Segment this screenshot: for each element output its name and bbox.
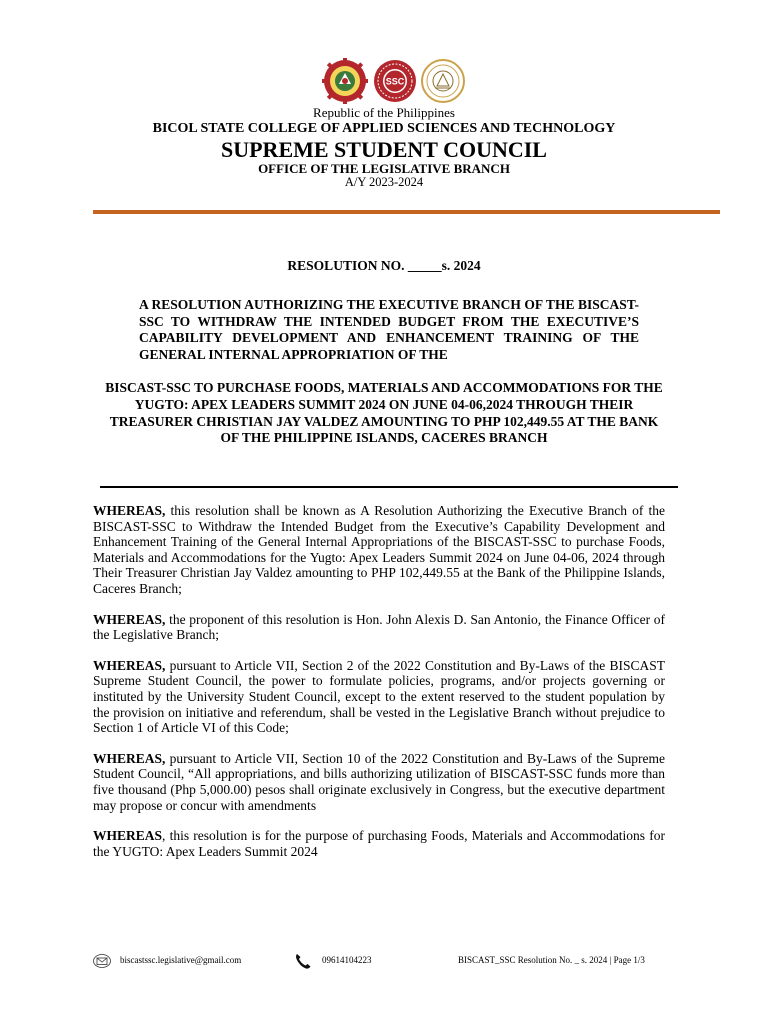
academic-year: A/Y 2023-2024	[344, 175, 424, 190]
email-icon	[93, 954, 111, 970]
whereas-clause	[93, 612, 665, 643]
page-footer	[93, 951, 693, 973]
whereas-clause	[93, 828, 665, 859]
clause-text: , this resolution is for the purpose of purchasing Foods, Materials and Accommodations for the YUGTO: Apex Leaders Summit 2024	[93, 828, 665, 859]
college-seal-logo	[322, 58, 368, 104]
clause-lead: WHEREAS	[93, 828, 163, 844]
resolution-title-part-2: BISCAST-SSC TO PURCHASE FOODS, MATERIALS AND ACCOMMODATIONS FOR THE YUGTO: APEX LEADERS SUMMIT 2024 ON JUNE 04-06,2024 THROUGH THEIR TREASURER CHRISTIAN JAY VALDEZ AMOUNTING TO PHP 102,449.55 AT THE BANK OF THE PHILIPPINE ISLANDS, CACERES BRANCH	[105, 380, 663, 446]
title-divider	[100, 486, 678, 488]
college-name: BICOL STATE COLLEGE OF APPLIED SCIENCES AND TECHNOLOGY	[152, 121, 616, 137]
header-divider	[93, 210, 720, 214]
phone-icon	[294, 952, 312, 972]
whereas-clause	[93, 503, 665, 597]
clause-lead: WHEREAS,	[93, 657, 166, 673]
resolution-title-part-1: A RESOLUTION AUTHORIZING THE EXECUTIVE BRANCH OF THE BISCAST-SSC TO WITHDRAW THE INTENDED BUDGET FROM THE EXECUTIVE’S CAPABILITY DEVELOPMENT AND ENHANCEMENT TRAINING OF THE GENERAL INTERNAL APPROPRIATION OF THE	[139, 297, 639, 362]
legislative-seal-logo	[422, 60, 464, 102]
logos-svg	[322, 58, 466, 104]
clause-lead: WHEREAS,	[93, 503, 166, 518]
whereas-clause	[93, 751, 665, 813]
council-name: SUPREME STUDENT COUNCIL	[221, 136, 547, 162]
clause-text: the proponent of this resolution is Hon. John Alexis D. San Antonio, the Finance Officer of the Legislative Branch;	[93, 611, 665, 643]
footer-email: biscastssc.legislative@gmail.com	[120, 955, 242, 965]
letterhead	[0, 106, 768, 190]
office-name: OFFICE OF THE LEGISLATIVE BRANCH	[258, 160, 510, 176]
resolution-number: RESOLUTION NO. _____s. 2024	[287, 258, 481, 273]
clause-lead: WHEREAS,	[93, 750, 166, 766]
clause-text: this resolution shall be known as A Resolution Authorizing the Executive Branch of the BISCAST-SSC to Withdraw the Intended Budget from the Executive’s Capability Development and Enhancement Training of the General Internal Appropriations of the BISCAST-SSC to purchase Foods, Materials and Accommodations for the Yugto: Apex Leaders Summit 2024 on June 04-06, 2024 through Their Treasurer Christian Jay Valdez amounting to PHP 102,449.55 at the Bank of the Philippine Islands, Caceres Branch;	[93, 503, 665, 596]
clause-lead: WHEREAS,	[93, 611, 166, 627]
republic-line: Republic of the Philippines	[313, 105, 455, 120]
resolution-body	[93, 503, 665, 874]
header-logos	[322, 58, 466, 104]
whereas-clause	[93, 658, 665, 736]
ssc-logo-text: SSC	[385, 76, 405, 87]
footer-page-label: BISCAST_SSC Resolution No. _ s. 2024 | Page 1/3	[458, 955, 645, 965]
footer-phone: 09614104223	[322, 955, 372, 965]
ssc-logo	[374, 60, 416, 102]
clause-text: pursuant to Article VII, Section 10 of the 2022 Constitution and By-Laws of the Supreme Student Council, “All appropriations, and bills authorizing utilization of BISCAST-SSC funds more than five thousand (Php 5,000.00) pesos shall originate exclusively in Congress, but the executive department may propose or concur with amendments	[93, 750, 665, 813]
clause-text: pursuant to Article VII, Section 2 of the 2022 Constitution and By-Laws of the BISCAST Supreme Student Council, the power to formulate policies, programs, and/or projects governing or instituted by the University Student Council, except to the extent reserved to the student population by the provision on initiative and referendum, shall be vested in the Legislative Branch without prejudice to Section 1 of Article VI of this Code;	[93, 657, 665, 736]
